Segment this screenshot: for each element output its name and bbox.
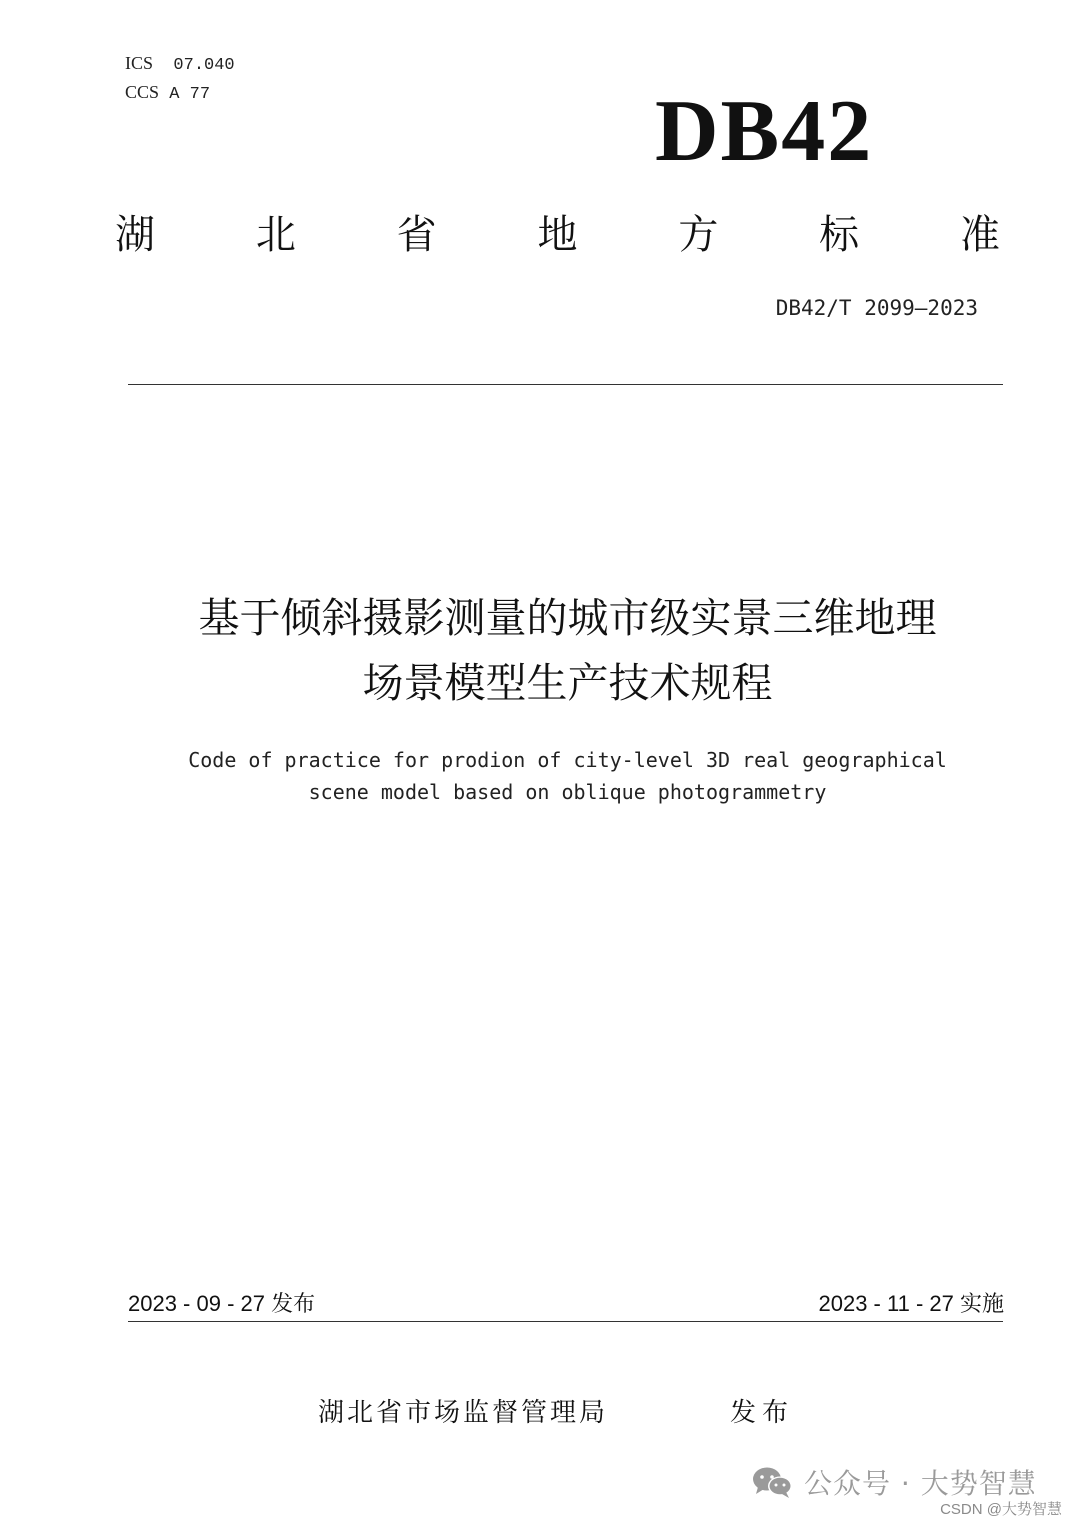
title-english-line-2: scene model based on oblique photogrammetry [308, 780, 827, 804]
source-credit: CSDN @大势智慧 [940, 1501, 1062, 1518]
implementation-date [819, 1287, 1005, 1318]
issue-date-value: 2023 - 09 - 27 [128, 1291, 265, 1316]
issue-date [128, 1287, 315, 1318]
implementation-date-value: 2023 - 11 - 27 [818, 1291, 954, 1316]
ccs-label: CCS [125, 82, 160, 102]
ics-value: 07.040 [173, 56, 235, 75]
standard-type-heading [115, 208, 1000, 262]
title-english-line-1: Code of practice for prodion of city-level 3D real geographical [188, 748, 947, 772]
standard-type-char: 湖 [115, 212, 155, 258]
standard-type-char: 准 [959, 212, 1000, 258]
standard-type-char: 省 [396, 212, 437, 258]
publisher-name: 湖北省市场监督管理局 [318, 1398, 609, 1428]
watermark [752, 1462, 1037, 1502]
top-divider [128, 384, 1003, 385]
ccs-value: A 77 [169, 85, 211, 104]
wechat-icon [752, 1465, 794, 1499]
implementation-date-label: 实施 [959, 1292, 1004, 1317]
title-chinese-line-2: 场景模型生产技术规程 [362, 659, 773, 707]
ccs-code [125, 82, 210, 104]
publish-verb: 发布 [730, 1398, 795, 1428]
db-logo-mark: DB42 [655, 83, 874, 180]
issue-date-label: 发布 [271, 1292, 316, 1317]
bottom-divider [128, 1321, 1003, 1322]
standard-type-char: 标 [819, 212, 860, 258]
title-chinese-line-1: 基于倾斜摄影测量的城市级实景三维地理 [198, 594, 937, 642]
standard-number: DB42/T 2099—2023 [775, 296, 978, 320]
watermark-text: 公众号 · 大势智慧 [804, 1467, 1037, 1500]
standard-type-char: 方 [678, 212, 719, 258]
standard-type-char: 北 [255, 212, 296, 258]
ics-label: ICS [125, 53, 154, 73]
ics-code [125, 53, 235, 75]
standard-type-char: 地 [537, 212, 578, 258]
